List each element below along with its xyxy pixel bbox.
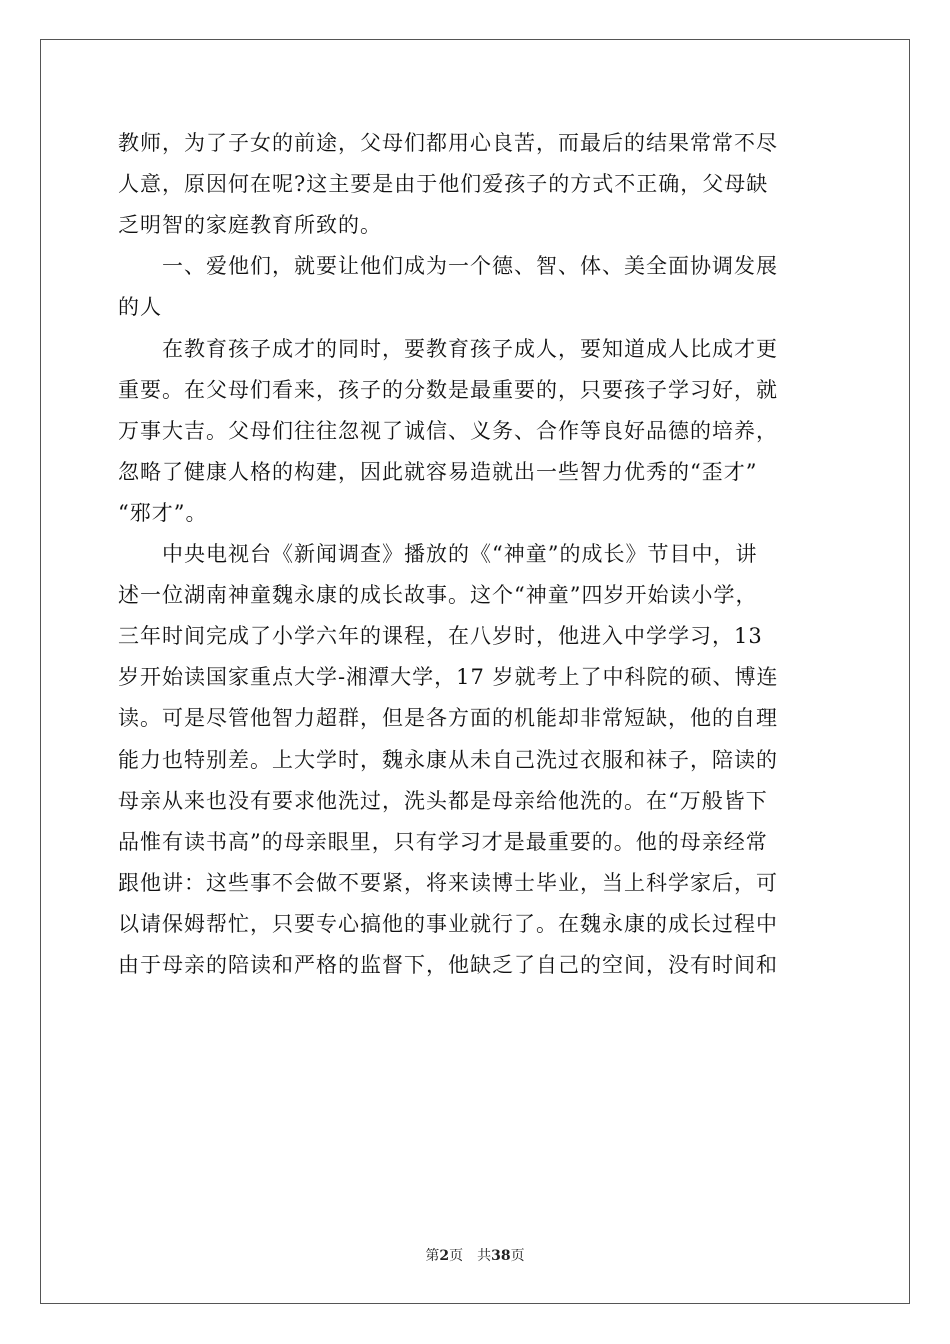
text-line: 三年时间完成了小学六年的课程，在八岁时，他进入中学学习，13 <box>118 624 763 648</box>
text-line: 品惟有读书高”的母亲眼里，只有学习才是最重要的。他的母亲经常 <box>118 830 768 854</box>
text-line: 述一位湖南神童魏永康的成长故事。这个“神童”四岁开始读小学， <box>118 583 758 607</box>
text-line: 的人 <box>118 295 162 319</box>
text-line: 岁开始读国家重点大学-湘潭大学，17 岁就考上了中科院的硕、博连 <box>118 665 779 689</box>
text-line: 以请保姆帮忙，只要专心搞他的事业就行了。在魏永康的成长过程中 <box>118 912 778 936</box>
text-line: 中央电视台《新闻调查》播放的《“神童”的成长》节目中，讲 <box>118 542 758 566</box>
footer-current-page: 2 <box>439 1248 450 1264</box>
footer-prefix: 第 <box>425 1248 440 1264</box>
text-line: 一、爱他们，就要让他们成为一个德、智、体、美全面协调发展 <box>118 254 778 278</box>
page-footer <box>0 1247 950 1265</box>
footer-total-pages: 38 <box>491 1248 511 1264</box>
text-line: “邪才”。 <box>118 501 208 525</box>
text-line: 跟他讲：这些事不会做不要紧，将来读博士毕业，当上科学家后，可 <box>118 871 778 895</box>
text-line: 人意，原因何在呢?这主要是由于他们爱孩子的方式不正确，父母缺 <box>118 172 769 196</box>
text-line: 母亲从来也没有要求他洗过，洗头都是母亲给他洗的。在“万般皆下 <box>118 789 768 813</box>
footer-suffix: 页 <box>510 1248 525 1264</box>
text-line: 乏明智的家庭教育所致的。 <box>118 213 382 237</box>
text-line: 由于母亲的陪读和严格的监督下，他缺乏了自己的空间，没有时间和 <box>118 953 778 977</box>
text-line: 万事大吉。父母们往往忽视了诚信、义务、合作等良好品德的培养， <box>118 419 778 443</box>
footer-mid: 页 共 <box>449 1248 492 1264</box>
text-line: 教师，为了子女的前途，父母们都用心良苦，而最后的结果常常不尽 <box>118 131 778 155</box>
text-line: 读。可是尽管他智力超群，但是各方面的机能却非常短缺，他的自理 <box>118 706 778 730</box>
text-line: 能力也特别差。上大学时，魏永康从未自己洗过衣服和袜子，陪读的 <box>118 748 778 772</box>
text-line: 忽略了健康人格的构建，因此就容易造就出一些智力优秀的“歪才” <box>118 460 758 484</box>
text-line: 重要。在父母们看来，孩子的分数是最重要的，只要孩子学习好，就 <box>118 378 778 402</box>
text-line: 在教育孩子成才的同时，要教育孩子成人，要知道成人比成才更 <box>118 337 778 361</box>
